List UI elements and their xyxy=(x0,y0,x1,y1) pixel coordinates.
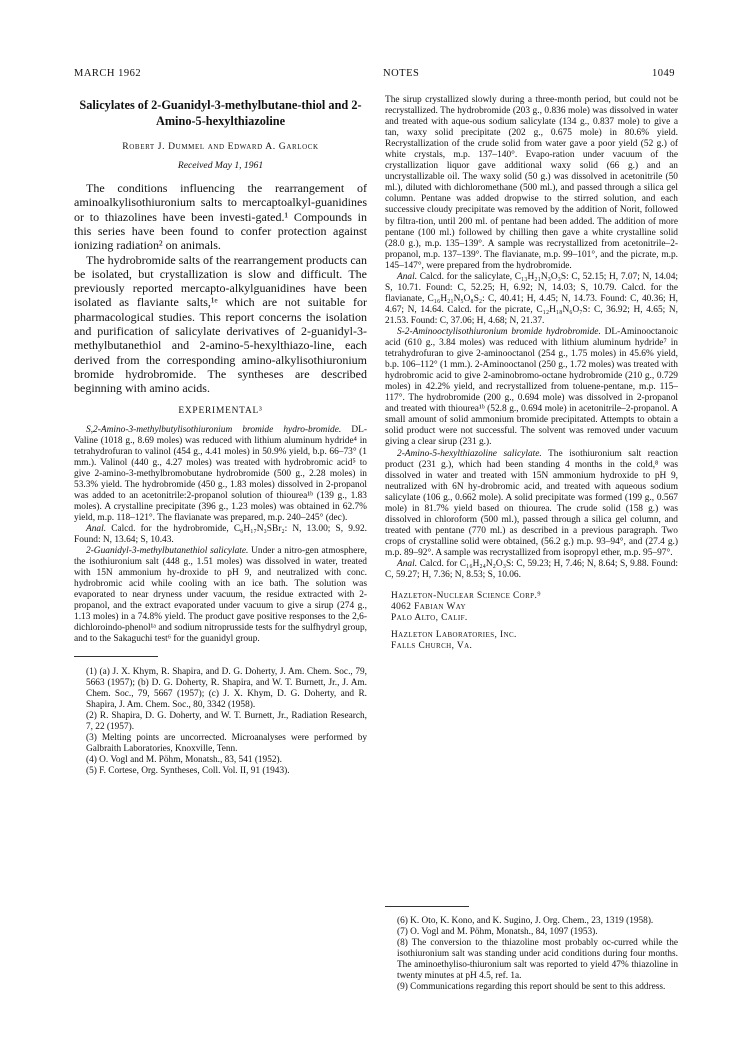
footnote: (9) Communications regarding this report should be sent to this address. xyxy=(397,982,666,992)
article-title: Salicylates of 2-Guanidyl-3-methylbutane-thiol and 2-Amino-5-hexylthiazoline xyxy=(79,98,362,128)
body-paragraph xyxy=(385,95,678,272)
address-line: Falls Church, Va. xyxy=(391,641,473,652)
running-header-section: NOTES xyxy=(383,68,420,79)
abstract xyxy=(74,181,367,395)
address-line: Hazleton Laboratories, Inc. xyxy=(391,630,517,641)
footnote: (5) F. Cortese, Org. Syntheses, Coll. Vol. II, 91 (1943). xyxy=(86,765,290,776)
footnotes-left xyxy=(74,667,367,777)
address-line: Hazleton-Nuclear Science Corp.⁹ xyxy=(391,591,541,602)
body-paragraph xyxy=(385,449,678,559)
right-column xyxy=(385,95,678,652)
abstract-paragraph: The hydrobromide salts of the rearrangement products can be isolated, but crystallization is slow and difficult. The previously reported mercapto-alkylguanidines have been isolated as flaviante salts,¹ᵉ which are not suitable for pharmacological studies. This report concerns the isolation and purification of salicylate derivatives of 2-guanidyl-3-methylbutanethiol and 2-amino-5-hexylthiazo-line, each derived from the corresponding amino-alkylisothiuronium bromide hydrobromide. The syntheses are described beginning with amino acids. xyxy=(74,252,367,396)
article-authors: Robert J. Dummel and Edward A. Garlock xyxy=(122,141,319,152)
paragraph-text: Calcd. for the salicylate, C₁₃H₂₁N₃O₃S: C, 52.15; H, 7.07; N, 14.04; S, 10.71. Found: C, 52.25; H, 6.92; N, 14.03; S, 10.79. Calcd. for the flavianate, C₁₆H₂₁N₅O₈S₂: C, 40.41; H, 4.45; N, 14.73. Found: C, 40.36; H, 4.67; N, 14.64. Calcd. for the picrate, C₁₂H₁₈N₆O₇S: C, 36.92; H, 4.65; N, 21.53. Found: C, 37.06; H, 4.68; N, 21.37. xyxy=(385,271,678,326)
body-paragraph xyxy=(74,524,367,546)
paragraph-lead: Anal. xyxy=(86,524,107,535)
paragraph-text: The isothiuronium salt reaction product (231 g.), which had been standing 4 months in the cold,⁸ was dissolved in water and treated with 15N ammonium hydroxide to pH 9, neutralized with 6N hy-drobromic acid, and treated with aqueous sodium salicylate (106 g., 0.662 mole). A solid precipitate was formed (199 g., 0.567 mole) in 81.7% yield based on thiourea. The crude solid (158 g.) was dissolved in chloroform (500 ml.), passed through a silica gel column, and treated with pentane (770 ml.) as described in a previous paragraph. Two crops of crystalline solid were obtained, (56.2 g.) m.p. 93–94°, and (27.4 g.) m.p. 89–92°. A sample was recrystallized from isopropyl ether, m.p. 95–97°. xyxy=(385,448,678,558)
paragraph-text: DL-Aminooctanoic acid (610 g., 3.84 moles) was reduced with lithium aluminum hydride⁷ in tetrahydrofuran to give 2-aminooctanol (254 g., 1.75 moles) in 45.6% yield, b.p. 106–112° (1 mm.). 2-Aminooctanol (250 g., 1.72 moles) was treated with hydrobromic acid to give 2-aminobromo-octane hydrobromide (210 g., 0.729 moles) in 42.2% yield, and recrystallized from toluene-pentane, m.p. 115–117°. The hydrobromide (200 g., 0.694 mole) was dissolved in 2-propanol and treated with thiourea¹ᵇ (52.8 g., 0.694 mole) in acetonitrile–2-propanol. A small amount of solid ammonium bromide precipitated. Attempts to obtain a solid product were not successful. The solvent was removed under vacuum giving a clear sirup (231 g.). xyxy=(385,326,678,448)
paragraph-text: Calcd. for C₁₆H₂₄N₂O₃S: C, 59.23; H, 7.46; N, 8.64; S, 9.88. Found: C, 59.27; H, 7.36; N, 8.53; S, 10.06. xyxy=(385,558,678,581)
paragraph-text: DL-Valine (1018 g., 8.69 moles) was reduced with lithium aluminum hydride⁴ in tetrahydrofuran to valinol (454 g., 4.41 moles) in 50.9% yield, b.p. 66–73° (1 mm.). Valinol (440 g., 4.27 moles) was treated with hydrobromic acid⁵ to give 2-amino-3-methylbromobutane hydrobromide (500 g., 2.28 moles) in 53.3% yield. The hydrobromide (450 g., 1.83 moles) dissolved in 2-propanol was added to an acetonitrile:2-propanol solution of thiourea¹ᵇ (139 g., 1.83 moles). A crystalline precipitate (396 g., 1.23 moles) was obtained in 62.7% yield, m.p. 118–121°. The flavianate was prepared, m.p. 240–245° (dec). xyxy=(74,424,367,523)
body-paragraph xyxy=(74,425,367,524)
footnote-rule-right xyxy=(385,906,469,907)
paragraph-lead: S,2-Amino-3-methylbutylisothiuronium bromide hydro-bromide. xyxy=(86,424,342,435)
abstract-paragraph: The conditions influencing the rearrangement of aminoalkylisothiuronium salts to mercaptoalkyl-guanidines or to thiazolines have been investi-gated.¹ Compounds in this series have been found to confer protection against ionizing radiation² on animals. xyxy=(74,181,367,253)
footnote: (7) O. Vogl and M. Pöhm, Monatsh., 84, 1097 (1953). xyxy=(397,927,598,937)
body-paragraph xyxy=(74,546,367,645)
paragraph-lead: 2-Guanidyl-3-methylbutanethiol salicylate. xyxy=(86,546,249,557)
paragraph-lead: S-2-Aminooctylisothiuronium bromide hydrobromide. xyxy=(397,326,601,337)
body-paragraph xyxy=(385,327,678,449)
author-addresses xyxy=(385,591,678,652)
paragraph-lead: Anal. xyxy=(397,558,418,569)
address-line: Palo Alto, Calif. xyxy=(391,613,468,624)
footnote: (2) R. Shapira, D. G. Doherty, and W. T. Burnett, Jr., Radiation Research, 7, 22 (1957). xyxy=(86,710,367,732)
footnote: (1) (a) J. X. Khym, R. Shapira, and D. G. Doherty, J. Am. Chem. Soc., 79, 5663 (1957); (b) D. G. Doherty, R. Shapira, and W. T. Burnett, Jr., J. Am. Chem. Soc., 79, 5667 (1957); (c) J. X. Khym, D. G. Doherty, and R. Shapira, J. Am. Chem. Soc., 80, 3342 (1958). xyxy=(86,666,367,710)
paragraph-text: Under a nitro-gen atmosphere, the isothiuronium salt (448 g., 1.51 moles) was dissolved in water, treated with 15N ammonium hy-droxide to pH 9, and neutralized with conc. hydrobromic acid while cooling with an ice bath. The solution was evaporated to near dryness under vacuum, the residue extracted with 2-propanol, and the extract evaporated under vacuum to give a sirup (274 g., 1.13 moles) in a 74.8% yield. The product gave positive responses to the 2,6-dichloroindo-phenol¹ᵃ and sodium nitroprusside tests for the sulfhydryl group, and to the Sakaguchi test⁶ for the guanidyl group. xyxy=(74,546,367,645)
left-column xyxy=(74,95,367,777)
footnotes-right xyxy=(385,916,678,993)
paragraph-lead: 2-Amino-5-hexylthiazoline salicylate. xyxy=(397,448,542,459)
body-paragraph xyxy=(385,272,678,327)
running-header-date: MARCH 1962 xyxy=(74,68,142,79)
paragraph-text: The sirup crystallized slowly during a three-month period, but could not be recrystallized. The hydrobromide (203 g., 0.836 mole) was dissolved in water and treated with aque-ous sodium salicylate (134 g., 0.837 mole) to give a tan, waxy solid precipitate (202 g., 0.675 mole) in 80.6% yield. Recrystallization of the crude solid from water gave a poor yield (52 g.) of white crystals, m.p. 137–140°. Evapo-ration under vacuum of the crystallization liquor gave additional waxy solid (66 g.) and an uncrystallizable oil. The waxy solid (50 g.) was dissolved in acetonitrile (50 ml.), diluted with dichloromethane (500 ml.), and passed through a silica gel column. Pentane was added dropwise to the stirred solution, and each successive cloudy precipitate was removed by the addition of Norit, followed by filtra-tion, until 200 ml. of pentane had been added. The addition of more pentane (100 ml.) followed by chilling then gave a white crystalline solid (28.0 g.), m.p. 135–139°. A sample was recrystallized from acetonitrile–2-propanol, m.p. 137–139°. The flavianate, m.p. 99–101°, and the picrate, m.p. 145–147°, were prepared from the hydrobromide. xyxy=(385,95,678,271)
footnote: (3) Melting points are uncorrected. Microanalyses were performed by Galbraith Laboratories, Knoxville, Tenn. xyxy=(86,732,367,754)
address-line: 4062 Fabian Way xyxy=(391,602,466,613)
body-paragraph xyxy=(385,559,678,581)
footnote: (8) The conversion to the thiazoline most probably oc-curred while the isothiuronium salt was standing under acid conditions during four months. The aminoethyliso-thiuronium salt was reported to yield 47% thiazoline in twenty minutes at pH 4.5, ref. 1a. xyxy=(397,938,678,981)
footnote: (4) O. Vogl and M. Pöhm, Monatsh., 83, 541 (1952). xyxy=(86,754,282,765)
experimental-heading: EXPERIMENTAL³ xyxy=(178,405,263,416)
footnote: (6) K. Oto, K. Kono, and K. Sugino, J. Org. Chem., 23, 1319 (1958). xyxy=(397,916,654,926)
page-number: 1049 xyxy=(652,68,675,79)
paragraph-text: Calcd. for the hydrobromide, C₆H₁₇N₃SBr₂: N, 13.00; S, 9.92. Found: N, 13.64; S, 10.43. xyxy=(74,524,367,546)
paragraph-lead: Anal. xyxy=(397,271,418,282)
received-date: Received May 1, 1961 xyxy=(177,160,264,172)
footnote-rule xyxy=(74,656,158,657)
